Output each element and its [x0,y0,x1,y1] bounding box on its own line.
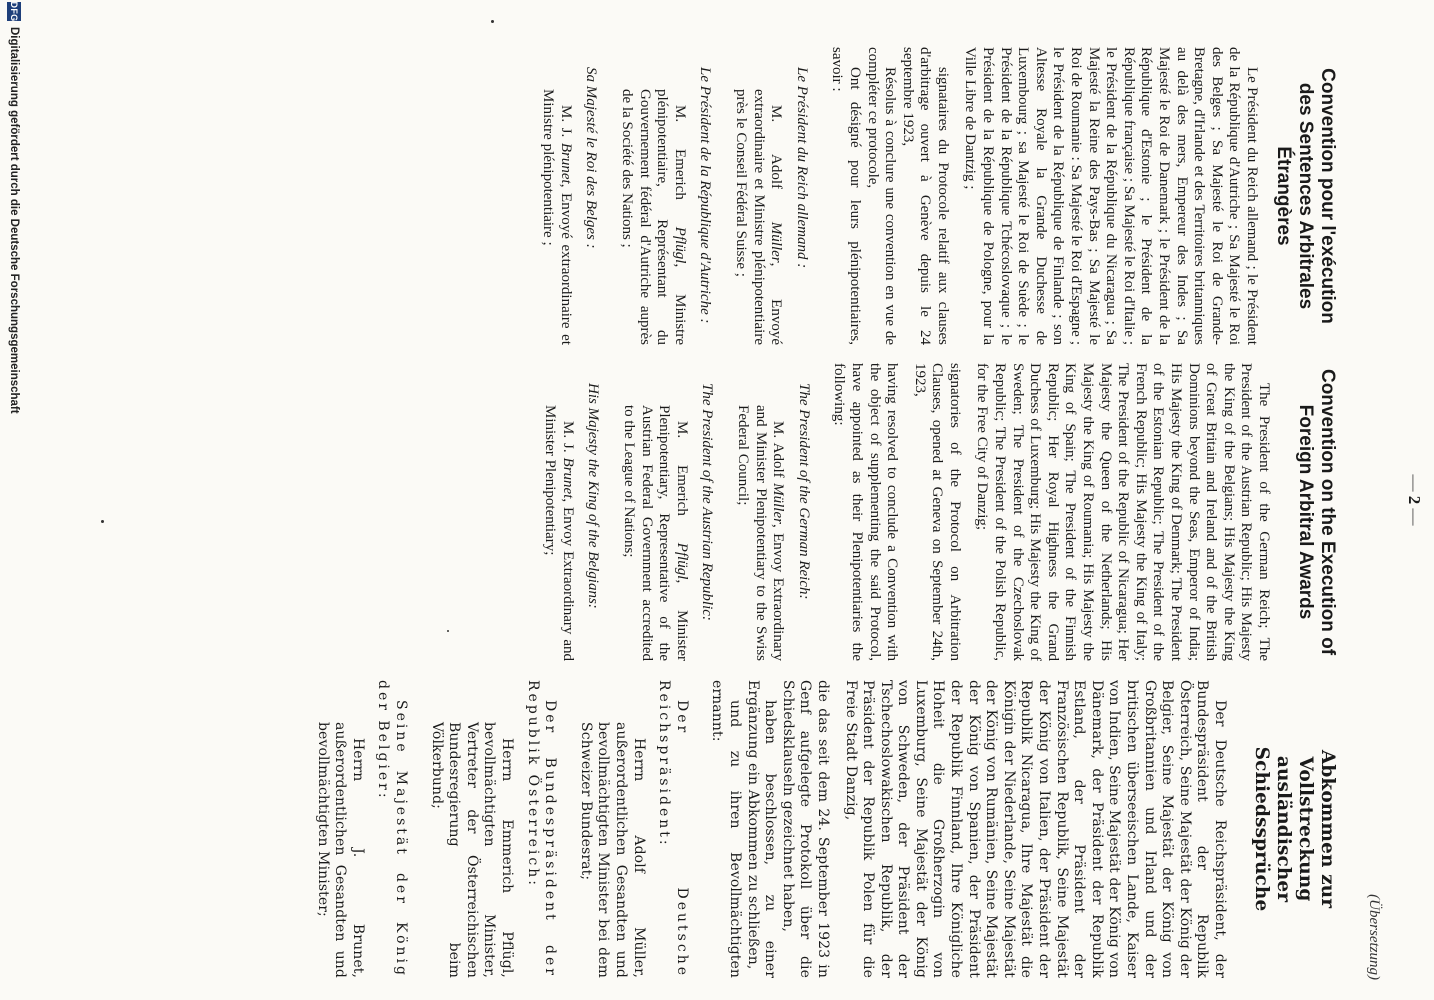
german-role-germany: Der Deutsche Reichspräsident: [656,680,690,978]
delegate-name: Brunet [559,457,576,499]
german-delegate-austria: Herrn Emmerich Pflügl, bevollmächtigten Minister, Vertreter der Österreichischen Bundesregierung beim Völkerbund; [428,722,516,978]
english-role-belgium: His Majesty the King of the Belgians: [585,383,602,609]
english-resolved: having resolved to conclude a Convention with the object of supplementing the said Protocol, have appointed as their Plenipotentiaries the following: [831,363,901,661]
french-title-line: Étrangères [1273,146,1294,246]
digitization-footer [4,2,24,998]
english-delegate-germany [733,405,786,661]
german-delegate-belgium: Herrn J. Brunet, außerordentlichen Gesandten und bevollmächtigten Minister; [314,722,366,978]
delegate-name: Müller [768,221,785,263]
delegate-name: Pflügl [673,542,690,580]
german-role-belgium: Seine Majestät der König der Belgier: [375,680,410,978]
english-preamble: The President of the German Reich; The President of the Austrian Republic; His Majesty the King of the Belgians; His Majesty the King of Great Britain and Ireland and of the British Dominions beyond the Seas, Emperor of India; His Majesty the King of Denmark; The President of the Estonian Republic; The President of the French Republic; His Majesty the King of Italy; The President of the Republic of Nicaragua; Her Majesty the Queen of the Netherlands; His Majesty the King of Roumania; His Majesty the King of Spain; The President of the Finnish Republic; Her Royal Highness the Grand Duchess of Luxemburg; His Majesty the King of Sweden; The President of the Czechoslovak Republic; The President of the Polish Republic, for the Free City of Danzig; [974,363,1272,661]
french-role-belgium: Sa Majesté le Roi des Belges : [583,67,600,249]
english-delegate-austria [619,405,689,661]
english-signatories: signatories of the Protocol on Arbitration Clauses, opened at Geneva on September 24th, 1923, [911,363,963,661]
print-speck [447,630,449,632]
delegate-prefix: M. Emerich [671,105,688,227]
french-delegate-austria [617,89,687,345]
delegate-name: Brunet [557,142,574,184]
delegate-title: , Envoyé extraordinaire et Ministre plénipotentiaire près le Conseil Fédéral Suisse ; [732,89,785,345]
french-resolved: Résolus à conclure une convention en vue de compléter ce protocole, [864,47,899,345]
french-preamble: Le Président du Reich allemand ; le Président de la République d'Autriche ; Sa Majesté le Roi des Belges ; Sa Majesté le Roi de Grande-Bretagne, d'Irlande et des Territoires britanniques au delà des mers, Empereur des Indes ; Sa Majesté le Roi de Danemark ; le Président de la République d'Estonie ; le Président de la République française ; Sa Majesté le Roi d'Italie ; le Président de la République du Nicaragua ; Sa Majesté la Reine des Pays-Bas ; Sa Majesté le Roi de Roumanie : Sa Majesté le Roi d'Espagne ; le Président de la République de Finlande ; son Altesse Royale la Grande Duchesse de Luxembourg ; sa Majesté le Roi de Suède ; le Président de la République Tchécoslovaque ; le Président de la République de Pologne, pour la Ville Libre de Dantzig ; [962,47,1260,345]
german-preamble: Der Deutsche Reichspräsident, der Bundespräsident der Republik Österreich, Seine Majestät der König der Belgier, Seine Majestät der König von Großbritannien und Irland und der britischen überseeischen Lande, Kaiser von Indien, Seine Majestät der König von Dänemark, der Präsident der Republik Estland, der Präsident der Französischen Republik, Seine Majestät der König von Italien, der Präsident der Republik Nicaragua, Ihre Majestät die Königin der Niederlande, Seine Majestät der König von Rumänien, Seine Majestät der König von Spanien, der Präsident der Republik Finnland, Ihre Königliche Hoheit die Großherzogin von Luxemburg, Seine Majestät der König von Schweden, der Präsident der Tschechoslowakischen Republik, der Präsident der Republik Polen für die Freie Stadt Danzig, [842,680,1228,978]
french-role-austria: Le Président de la République d'Autriche : [697,67,714,324]
delegate-name: Pflügl [671,226,688,264]
french-signatories: signataires du Protocole relatif aux clauses d'arbitrage ouvert à Genève depuis le 24 septembre 1923, [899,47,951,345]
french-delegate-belgium [539,89,574,345]
german-column [313,680,1346,978]
french-delegate-germany [731,89,784,345]
english-role-germany: The President of the German Reich: [795,383,812,600]
delegate-name: Müller [770,483,787,524]
german-title-line: Abkommen zur Vollstreckung [1295,749,1338,909]
german-signatories: die das seit dem 24. September 1923 in Genf aufgelegte Protokoll über die Schiedsklauseln gezeichnet haben, [779,680,831,978]
delegate-title: , Envoy Extraordinary and Minister Plenipotentiary to the Swiss Federal Council; [734,405,787,661]
delegate-prefix: M. Emerich [673,421,690,543]
delegate-title: , Envoyé extraordinaire et Ministre plénipotentiaire ; [540,89,574,345]
digitization-note: Digitalisierung gefördert durch die Deutsche Forschungsgemeinschaft [8,27,20,414]
french-title-line: Convention pour l'exécution [1317,68,1338,324]
german-resolved: haben beschlossen, zu einer Ergänzung ein Abkommen zu schließen, [744,680,779,978]
delegate-title: , Envoy Extraordinary and Minister Plenipotentiary; [542,405,576,661]
delegate-prefix: M. J. [559,421,576,458]
delegate-prefix: M. Adolf [770,421,787,484]
delegate-prefix: M. J. [557,105,574,143]
french-column [539,47,1346,345]
page-number: — 2 — [1404,0,1424,1000]
continuation-note: (Übersetzung) [1366,894,1382,980]
delegate-title: , Minister Plenipotentiary, Representative of the Austrian Federal Government accredited to the League of Nations; [621,405,690,661]
delegate-prefix: M. Adolf [768,105,785,222]
french-title [1272,47,1338,345]
german-title [1250,680,1338,978]
english-title-line: Convention on the Execution of [1317,368,1338,656]
german-role-austria: Der Bundespräsident der Republik Österreich: [524,680,559,978]
page-header [1348,0,1434,1000]
print-speck [491,20,494,23]
german-designated: und zu ihren Bevollmächtigten ernannt: [709,680,743,978]
delegate-title: , Ministre plénipotentiaire, Représentant du Gouvernement fédéral d'Autriche auprès de la Société des Nations ; [619,89,688,345]
french-designated: Ont désigné pour leurs plénipotentiaires, savoir : [829,47,863,345]
english-title-line: Foreign Arbitral Awards [1295,404,1316,620]
french-title-line: des Sentences Arbitrales [1295,82,1316,310]
print-speck [101,520,104,523]
english-role-austria: The President of the Austrian Republic: [699,383,716,621]
english-column [541,363,1346,661]
german-title-line: ausländischer Schiedssprüche [1251,746,1294,912]
english-delegate-belgium [541,405,576,661]
german-delegate-germany: Herrn Adolf Müller, außerordentlichen Gesandten und bevollmächtigten Minister bei dem Schweizer Bundesrat; [577,722,647,978]
english-title [1294,363,1338,661]
dfg-logo: DFG [9,1,19,22]
french-role-germany: Le Président du Reich allemand : [793,67,810,269]
